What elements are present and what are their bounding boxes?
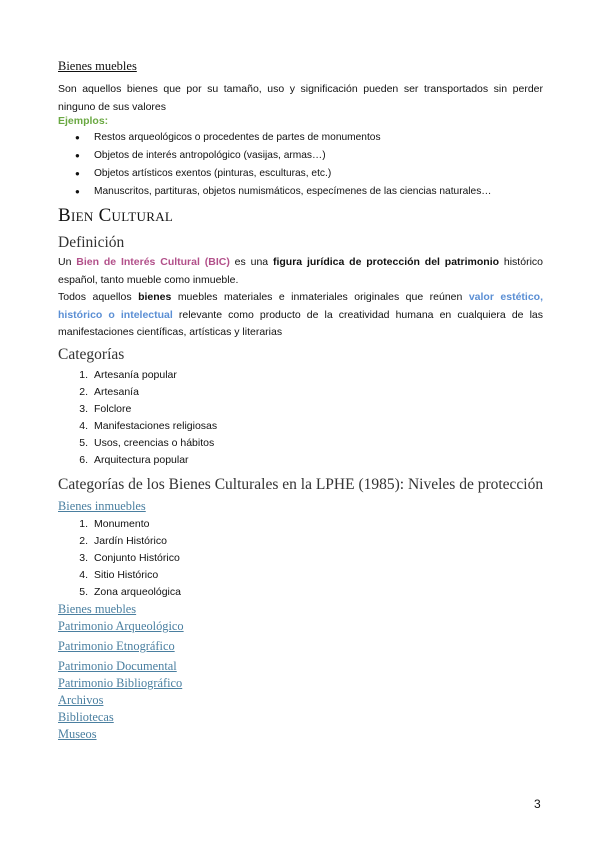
- link-archivos[interactable]: Archivos: [58, 692, 104, 707]
- list-number: 5.: [79, 437, 88, 449]
- list-item: ● Restos arqueológicos o procedentes de partes de monumentos: [58, 129, 492, 147]
- bic-term: Bien de Interés Cultural (BIC): [76, 256, 230, 268]
- list-text: Arquitectura popular: [94, 454, 189, 466]
- list-text: Zona arqueológica: [94, 586, 181, 598]
- list-number: 4.: [79, 420, 88, 432]
- list-text: Jardín Histórico: [94, 535, 167, 547]
- bold-term: bienes: [138, 291, 172, 303]
- text-run: histórico español, tanto mueble como inmueble.: [58, 256, 543, 286]
- list-number: 1.: [79, 518, 88, 530]
- list-text: Artesanía: [94, 386, 139, 398]
- list-number: 4.: [79, 569, 88, 581]
- list-number: 5.: [79, 586, 88, 598]
- text-run: Un: [58, 256, 77, 268]
- list-item: [58, 584, 181, 601]
- list-number: 1.: [79, 369, 88, 381]
- category-links: [58, 601, 184, 744]
- list-item: [58, 550, 181, 567]
- list-item: [58, 452, 217, 469]
- list-item: [58, 401, 217, 418]
- categorias-heading: Categorías: [58, 346, 125, 363]
- list-number: 6.: [79, 454, 88, 466]
- definicion-heading: Definición: [58, 234, 125, 251]
- list-item: [58, 367, 217, 384]
- list-item: [58, 435, 217, 452]
- bic-paragraph: [58, 254, 543, 289]
- list-number: 3.: [79, 552, 88, 564]
- list-text: Sitio Histórico: [94, 569, 159, 581]
- muebles-title: Bienes muebles: [58, 59, 137, 73]
- bien-cultural-heading: Bien Cultural: [58, 205, 174, 226]
- list-item: [58, 418, 217, 435]
- list-item: [58, 516, 181, 533]
- bienes-paragraph: [58, 289, 543, 342]
- list-number: 3.: [79, 403, 88, 415]
- categorias-list: [58, 367, 217, 469]
- link-patrimonio-bibliografico[interactable]: Patrimonio Bibliográfico: [58, 675, 183, 690]
- examples-list: [58, 129, 492, 201]
- text-run: muebles materiales e inmateriales originales que reúnen: [171, 291, 469, 303]
- list-number: 2.: [79, 535, 88, 547]
- link-patrimonio-arqueologico[interactable]: Patrimonio Arqueológico: [58, 619, 184, 634]
- link-bienes-muebles[interactable]: Bienes muebles: [58, 602, 137, 616]
- list-text: Usos, creencias o hábitos: [94, 437, 215, 449]
- link-museos[interactable]: Museos: [58, 727, 97, 742]
- valor-term: valor estético, histórico o intelectual: [58, 291, 543, 321]
- muebles-definition: Son aquellos bienes que por su tamaño, uso y significación pueden ser transportados sin perder ninguno de sus valores: [58, 83, 543, 113]
- list-item: [58, 533, 181, 550]
- inmuebles-list: [58, 516, 181, 601]
- list-item: [58, 567, 181, 584]
- list-item: ● Manuscritos, partituras, objetos numismáticos, especímenes de las ciencias naturales…: [58, 183, 492, 201]
- text-run: es una: [229, 256, 273, 268]
- inmuebles-link[interactable]: Bienes inmuebles: [58, 499, 146, 513]
- list-number: 2.: [79, 386, 88, 398]
- list-item: [58, 384, 217, 401]
- examples-label: Ejemplos:: [58, 115, 109, 127]
- page-number: 3: [534, 797, 541, 811]
- list-text: Artesanía popular: [94, 369, 177, 381]
- link-bibliotecas[interactable]: Bibliotecas: [58, 710, 114, 725]
- list-item: ● Objetos artísticos exentos (pinturas, esculturas, etc.): [58, 165, 492, 183]
- list-item: ● Objetos de interés antropológico (vasijas, armas…): [58, 147, 492, 165]
- link-patrimonio-documental[interactable]: Patrimonio Documental: [58, 658, 177, 673]
- list-text: Monumento: [94, 518, 150, 530]
- list-text: Manifestaciones religiosas: [94, 420, 218, 432]
- text-run: relevante como producto de la creatividad humana en cualquiera de las manifestaciones científicas, artísticas y literarias: [58, 308, 543, 338]
- link-patrimonio-etnografico[interactable]: Patrimonio Etnográfico: [58, 639, 175, 654]
- list-text: Conjunto Histórico: [94, 552, 180, 564]
- lphe-heading: Categorías de los Bienes Culturales en la LPHE (1985): Niveles de protección: [58, 476, 544, 493]
- text-run: Todos aquellos: [58, 291, 139, 303]
- list-text: Folclore: [94, 403, 132, 415]
- bold-term: figura jurídica de protección del patrimonio: [272, 256, 500, 268]
